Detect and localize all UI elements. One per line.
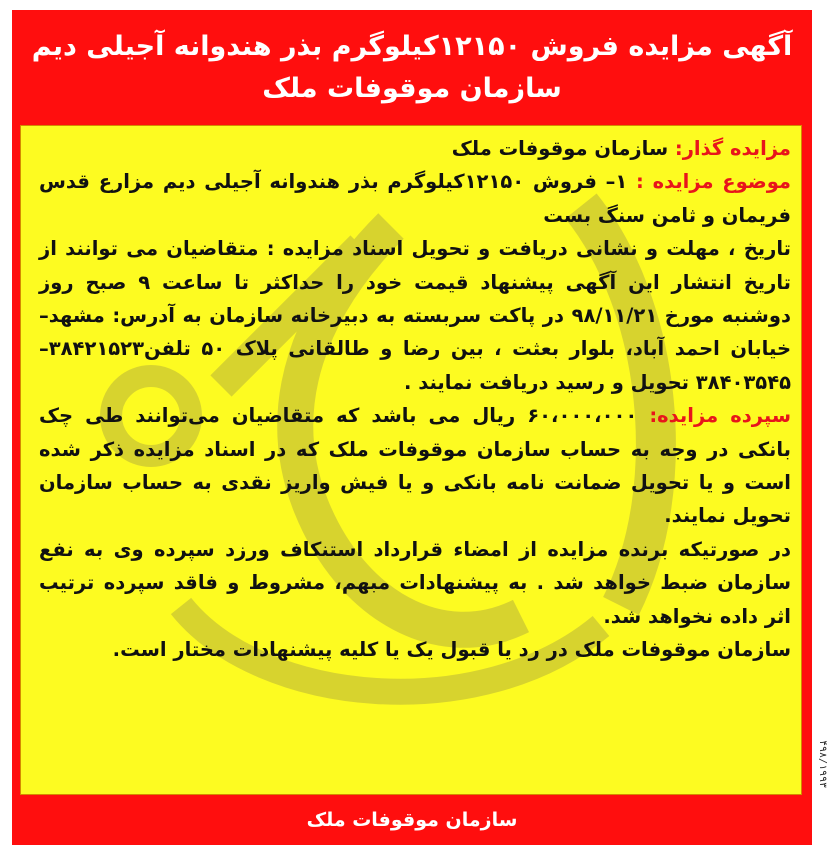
deposit-label: سپرده مزایده: xyxy=(649,404,791,428)
ad-header xyxy=(12,10,812,125)
subject-value: ۱– فروش ۱۲۱۵۰کیلوگرم بذر هندوانه آجیلی دیم مزارع قدس فریمان و ثامن سنگ بست xyxy=(39,170,791,227)
ad-subtitle-organization: سازمان موقوفات ملک xyxy=(262,72,562,104)
ad-title: آگهی مزایده فروش ۱۲۱۵۰کیلوگرم بذر هندوانه آجیلی دیم xyxy=(31,30,793,62)
ad-content xyxy=(21,126,801,667)
footer-organization: سازمان موقوفات ملک xyxy=(306,809,518,831)
auctioneer-label: مزایده گذار: xyxy=(674,137,791,160)
forfeit-paragraph: در صورتیکه برنده مزایده از امضاء قرارداد استنکاف ورزد سپرده وی به نفع سازمان ضبط خواهد شد . به پیشنهادات مبهم، مشروط و فاقد سپرده ترتیب اثر داده نخواهد شد. xyxy=(39,537,791,628)
subject-label: موضوع مزایده : xyxy=(636,170,791,194)
ad-footer xyxy=(12,795,812,845)
rights-paragraph: سازمان موقوفات ملک در رد یا قبول یک یا کلیه پیشنهادات مختار است. xyxy=(112,638,791,662)
deposit-value: ۶۰،۰۰۰،۰۰۰ ریال می باشد که متقاضیان می‌توانند طی چک بانکی در وجه به حساب سازمان موقوفات ملک که در اسناد مزایده ذکر شده است و یا تحویل ضمانت نامه بانکی و یا فیش واریز نقدی به حساب سازمان تحویل نمایند. xyxy=(39,404,791,528)
subject-paragraph xyxy=(39,165,791,232)
auctioneer-line xyxy=(39,132,791,165)
auction-advertisement xyxy=(12,10,812,845)
deposit-paragraph xyxy=(39,399,791,533)
side-code: ۴۹۸/۱۹۹۳ xyxy=(817,740,828,789)
auctioneer-value: سازمان موقوفات ملک xyxy=(451,137,675,160)
ad-body xyxy=(20,125,802,795)
deadline-paragraph: تاریخ ، مهلت و نشانی دریافت و تحویل اسناد مزایده : متقاضیان می توانند از تاریخ انتشار این آگهی پیشنهاد قیمت خود را حداکثر تا ساعت ۹ صبح روز دوشنبه مورخ ۹۸/۱۱/۲۱ در پاکت سربسته به دبیرخانه سازمان به آدرس: مشهد– خیابان احمد آباد، بلوار بعثت ، بین رضا و طالقانی پلاک ۵۰ تلفن۳۸۴۲۱۵۲۳–۳۸۴۰۳۵۴۵ تحویل و رسید دریافت نمایند . xyxy=(39,237,791,394)
